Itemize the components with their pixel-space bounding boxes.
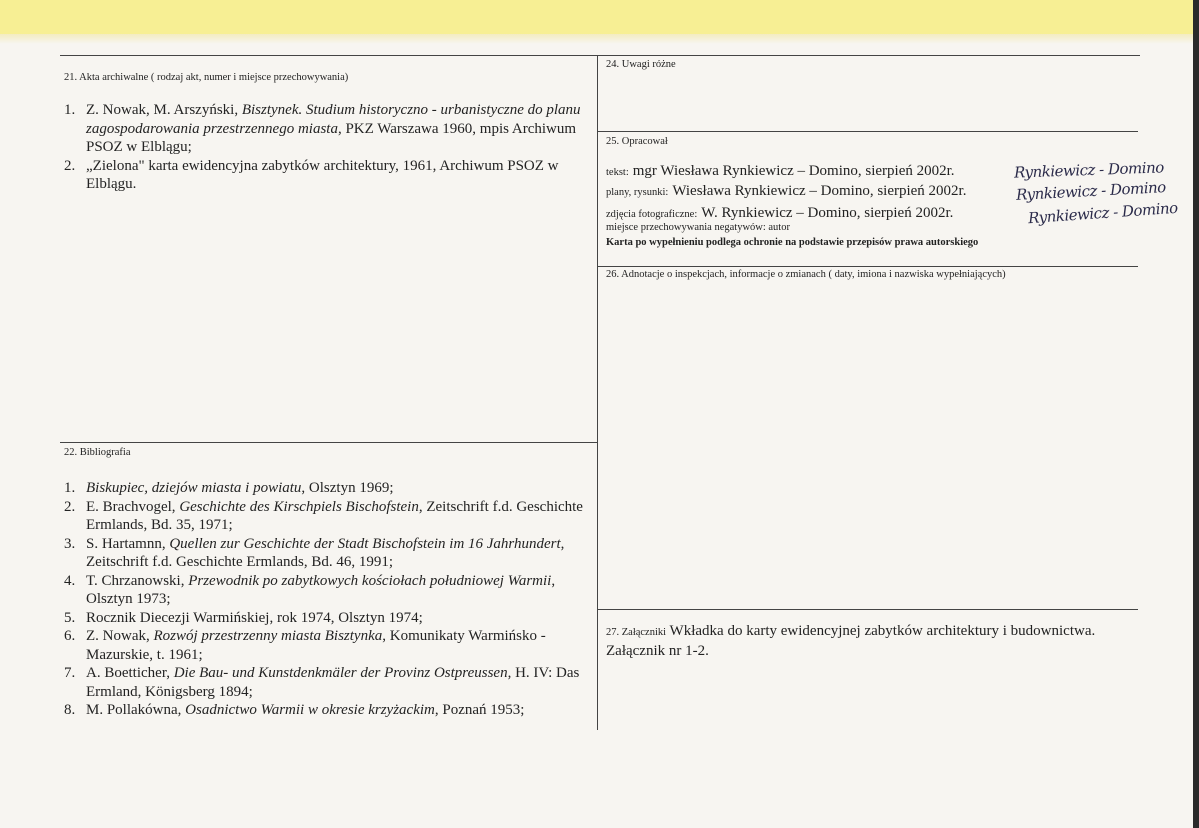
entry-text: Z. Nowak, [86,628,154,644]
entry-text: , Olsztyn 1969; [301,480,394,496]
negatives-location: miejsce przechowywania negatywów: autor [606,222,790,233]
list-number: 2. [64,498,76,515]
entry-text: Z. Nowak, M. Arszyński, [86,102,242,118]
credit-photos-value: W. Rynkiewicz – Domino, sierpień 2002r. [701,205,954,221]
credit-photos [606,204,953,222]
handwritten-signature: Rynkiewicz - Domino [1013,158,1165,182]
credit-text [606,162,955,180]
attachments [606,622,1106,661]
section-21-label: 21. Akta archiwalne ( rodzaj akt, numer i miejsce przechowywania) [64,72,349,83]
entry-text: , Olsztyn 1973; [86,572,556,607]
credit-text-label: tekst: [606,167,629,178]
scan-edge [1193,0,1199,828]
credit-plans-label: plany, rysunki: [606,187,669,198]
list-item [64,701,589,720]
list-item [64,627,589,664]
entry-text: M. Pollakówna, [86,702,186,718]
title-text: Geschichte des Kirschpiels Bischofstein [179,498,419,515]
yellow-tape-band [0,0,1199,34]
section-27-label: 27. Załączniki [606,627,667,638]
handwritten-signature: Rynkiewicz - Domino [1027,198,1179,228]
copyright-notice: Karta po wypełnieniu podlega ochronie na podstawie przepisów prawa autorskiego [606,237,979,248]
divider [598,609,1138,610]
list-number: 7. [64,665,76,681]
list-item [64,479,589,498]
section-26-label: 26. Adnotacje o inspekcjach, informacje o zmianach ( daty, imiona i nazwiska wypełniających) [606,269,1006,280]
archive-list [64,101,589,194]
title-text: Rozwój przestrzenny miasta Bisztynka [153,628,383,644]
list-item [64,609,589,628]
divider [598,266,1138,267]
credit-photos-label: zdjęcia fotograficzne: [606,209,698,220]
entry-text: „Zielona" karta ewidencyjna zabytków architektury, 1961, Archiwum PSOZ w Elblągu. [86,157,559,192]
list-number: 4. [64,572,76,589]
entry-text: A. Boetticher, [86,665,174,681]
title-text: Quellen zur Geschichte der Stadt Bischofstein im 16 Jahrhundert [169,535,561,552]
list-number: 6. [64,628,76,644]
entry-text: E. Brachvogel, [86,498,180,515]
attachments-value: Wkładka do karty ewidencyjnej zabytków architektury i budownictwa. Załącznik nr 1-2. [606,623,1096,659]
credit-plans [606,182,966,200]
title-text: Przewodnik po zabytkowych kościołach południowej Warmii [188,572,552,589]
column-divider [597,55,598,730]
title-text: Bisztynek. Studium historyczno - urbanistyczne do planu zagospodarowania przestrzennego miasta [86,102,581,137]
title-text: Die Bau- und Kunstdenkmäler der Provinz Ostpreussen [173,665,508,681]
entry-text: , PKZ Warszawa 1960, mpis Archiwum PSOZ w Elblągu; [86,120,577,155]
credit-text-value: mgr Wiesława Rynkiewicz – Domino, sierpień 2002r. [632,163,955,179]
list-item [64,498,589,535]
credit-plans-value: Wiesława Rynkiewicz – Domino, sierpień 2002r. [672,183,967,199]
divider [598,131,1138,132]
entry-text: , Zeitschrift f.d. Geschichte Ermlands, Bd. 46, 1991; [86,535,565,570]
entry-text: , H. IV: Das Ermland, Königsberg 1894; [86,665,580,700]
entry-text: , Komunikaty Warmińsko - Mazurskie, t. 1961; [86,628,546,663]
list-number: 8. [64,702,76,718]
list-number: 5. [64,609,76,626]
handwritten-signature: Rynkiewicz - Domino [1015,178,1167,204]
section-25-label: 25. Opracował [606,136,668,147]
tape-shadow [0,34,1199,44]
list-item [64,535,589,572]
entry-text: T. Chrzanowski, [86,572,189,589]
list-number: 2. [64,157,76,174]
title-text: Biskupiec, dziejów miasta i powiatu [86,480,302,496]
list-item [64,572,589,609]
section-24-label: 24. Uwagi różne [606,59,676,70]
entry-text: S. Hartamnn, [86,535,170,552]
list-number: 3. [64,535,76,552]
divider [60,55,1140,56]
divider [60,442,597,443]
list-item [64,664,589,701]
entry-text: , Poznań 1953; [434,702,525,718]
title-text: Osadnictwo Warmii w okresie krzyżackim [185,702,435,718]
entry-text: Rocznik Diecezji Warmińskiej, rok 1974, Olsztyn 1974; [86,609,423,626]
section-22-label: 22. Bibliografia [64,447,131,458]
list-number: 1. [64,480,76,496]
list-number: 1. [64,102,76,118]
list-item [64,101,589,157]
bibliography-list [64,479,589,720]
list-item [64,157,589,194]
entry-text: , Zeitschrift f.d. Geschichte Ermlands, Bd. 35, 1971; [86,498,583,533]
